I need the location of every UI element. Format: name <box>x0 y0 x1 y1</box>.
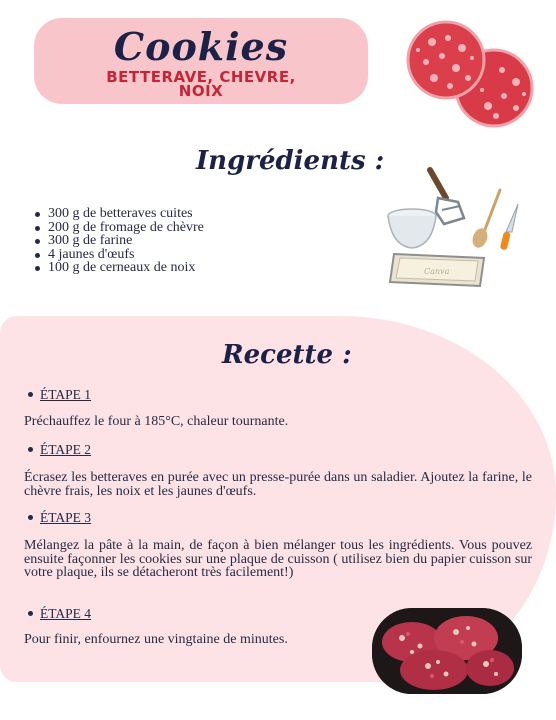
cookies-image <box>372 608 522 694</box>
tray-label: Canva <box>424 267 450 276</box>
recipe-subtitle <box>34 70 368 98</box>
step-label: ÉTAPE 4 <box>40 606 92 621</box>
step-label: ÉTAPE 2 <box>40 442 92 457</box>
list-item: 100 g de cerneaux de noix <box>34 261 204 275</box>
ingredients-heading: Ingrédients : <box>196 146 385 176</box>
list-item: 4 jaunes d'œufs <box>34 248 204 262</box>
list-item: 200 g de fromage de chèvre <box>34 221 204 235</box>
ingredient-list <box>34 207 204 275</box>
kitchen-utensils-icon <box>386 162 526 292</box>
step-text: Écrasez les betteraves en purée avec un presse-purée dans un saladier. Ajoutez la farine, le chèvre frais, les noix et les jaunes d'œufs. <box>24 470 532 499</box>
list-item: 300 g de betteraves cuites <box>34 207 204 221</box>
cookies-photo <box>372 608 522 694</box>
list-item: 300 g de farine <box>34 234 204 248</box>
recipe-title: Cookies <box>113 24 289 69</box>
title-banner <box>34 18 368 104</box>
step-text: Pour finir, enfournez une vingtaine de minutes. <box>24 632 288 647</box>
step-text: Mélangez la pâte à la main, de façon à bien mélanger tous les ingrédients. Vous pouvez ensuite façonner les cookies sur une plaque de cuisson ( utilisez bien du papier cuisson sur votre plaque, ils se détacheront très facilement!) <box>24 538 532 580</box>
step-label: ÉTAPE 3 <box>40 510 92 525</box>
recipe-subtitle-line1: BETTERAVE, CHEVRE, <box>106 68 296 86</box>
beet-slices-icon <box>404 20 538 130</box>
recipe-heading: Recette : <box>222 340 352 370</box>
step-text: Préchauffez le four à 185°C, chaleur tournante. <box>24 414 289 429</box>
step-label: ÉTAPE 1 <box>40 387 92 402</box>
recipe-subtitle-line2: NOIX <box>178 82 224 100</box>
